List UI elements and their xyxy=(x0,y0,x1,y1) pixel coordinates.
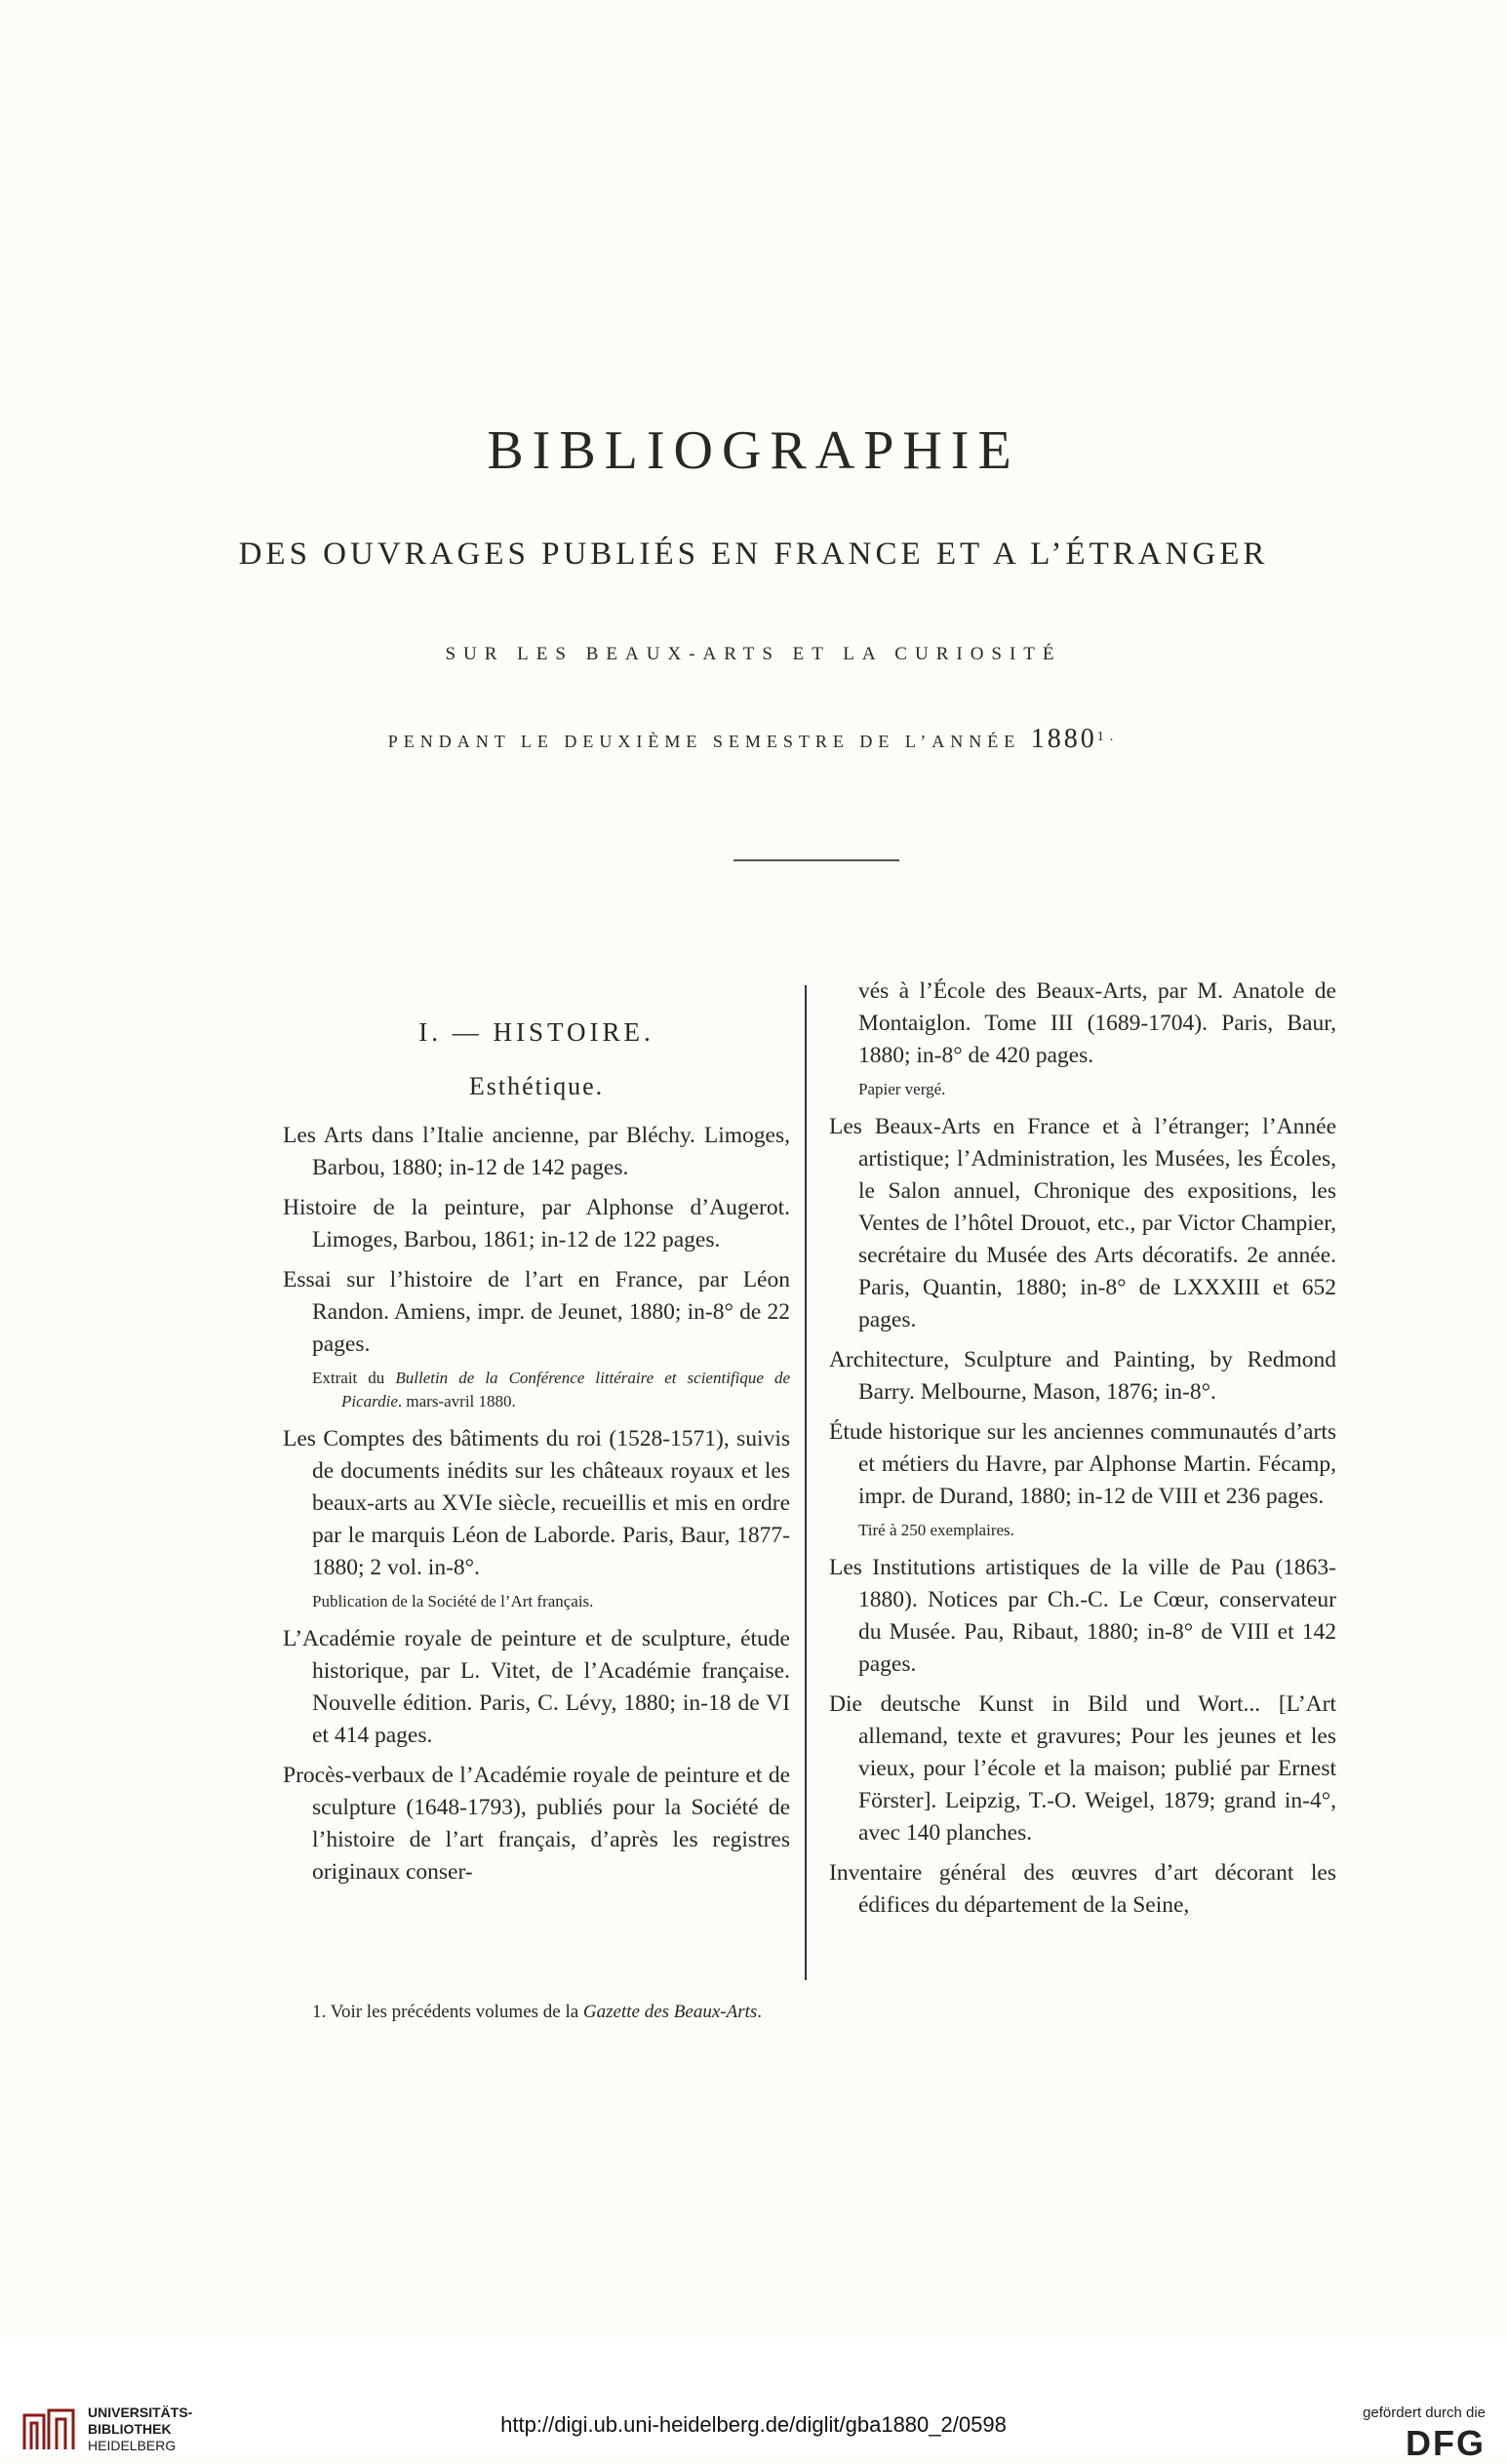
bib-entry: L’Académie royale de peinture et de sculpture, étude historique, par L. Vitet, de l’Académie française. Nouvelle édition. Paris, C. Lévy, 1880; in-18 de VI et 414 pages. xyxy=(283,1626,790,1748)
bib-note: Tiré à 250 exemplaires. xyxy=(858,1521,1014,1539)
bib-entry: Inventaire général des œuvres d’art décorant les édifices du département de la Seine, xyxy=(829,1860,1336,1918)
bib-entry: Histoire de la peinture, par Alphonse d’Augerot. Limoges, Barbou, 1861; in-12 de 122 pages. xyxy=(283,1195,790,1252)
subsection-title: Esthétique. xyxy=(468,1072,605,1100)
bib-entry: Les Beaux-Arts en France et à l’étranger; l’Année artistique; l’Administration, les Musées, les Écoles, le Salon annuel, Chronique des expositions, les Ventes de l’hôtel Drouot, etc., par Victor Champier, secrétaire du Musée des Arts décoratifs. 2e année. Paris, Quantin, 1880; in-8° de LXXXIII et 652 pages. xyxy=(829,1114,1336,1332)
note-text: . mars-avril 1880. xyxy=(397,1392,516,1411)
bib-entry: Les Institutions artistiques de la ville de Pau (1863-1880). Notices par Ch.-C. Le Cœur, conservateur du Musée. Pau, Ribaut, 1880; in-8° de VIII et 142 pages. xyxy=(829,1555,1336,1677)
left-column xyxy=(283,975,790,1896)
source-url-link[interactable]: http://digi.ub.uni-heidelberg.de/diglit/gba1880_2/0598 xyxy=(500,2412,1007,2437)
uni-line: HEIDELBERG xyxy=(88,2438,177,2453)
bib-note: Publication de la Société de l’Art français. xyxy=(312,1592,594,1610)
footnote-text-end: . xyxy=(757,2002,763,2022)
title-rule xyxy=(734,859,899,861)
page-subtitle: DES OUVRAGES PUBLIÉS EN FRANCE ET A L’ÉTRANGER xyxy=(238,537,1269,572)
column-divider xyxy=(805,985,807,1980)
footnote-text: Voir les précédents volumes de la xyxy=(330,2002,579,2022)
bib-entry: Les Arts dans l’Italie ancienne, par Bléchy. Limoges, Barbou, 1880; in-12 de 142 pages. xyxy=(283,1123,790,1180)
footnote-italic: Gazette des Beaux-Arts xyxy=(582,2002,758,2022)
bib-entry: Les Comptes des bâtiments du roi (1528-1571), suivis de documents inédits sur les châteaux royaux et les beaux-arts au XVIe siècle, recueillis et mis en ordre par le marquis Léon de Laborde. Paris, Baur, 1877-1880; 2 vol. in-8°. xyxy=(283,1426,790,1580)
semester-text: PENDANT LE DEUXIÈME SEMESTRE DE L’ANNÉE xyxy=(387,732,1021,751)
bib-note: Papier vergé. xyxy=(858,1080,946,1098)
dfg-logo-icon: DFG xyxy=(1406,2423,1486,2463)
bib-entry: Essai sur l’histoire de l’art en France, par Léon Randon. Amiens, impr. de Jeunet, 1880; in-8° de 22 pages. xyxy=(283,1267,790,1357)
note-text: Extrait du xyxy=(312,1369,385,1387)
footnote xyxy=(312,2002,1190,2023)
bib-entry: vés à l’École des Beaux-Arts, par M. Anatole de Montaiglon. Tome III (1689-1704). Paris, Baur, 1880; in-8° de 420 pages. xyxy=(858,978,1336,1068)
uni-line: UNIVERSITÄTS- xyxy=(88,2404,193,2420)
uni-line: BIBLIOTHEK xyxy=(88,2421,172,2437)
footnote-mark: 1. xyxy=(1096,730,1120,744)
page-subtitle-3 xyxy=(0,724,1507,755)
bib-entry: Procès-verbaux de l’Académie royale de peinture et de sculpture (1648-1793), publiés pour la Société de l’histoire de l’art français, d’après les registres originaux conser- xyxy=(283,1763,790,1885)
year-text: 1880 xyxy=(1030,724,1097,754)
bib-note xyxy=(283,1367,790,1413)
right-column xyxy=(829,975,1336,1929)
note-italic: Bulletin de la Conférence littéraire et scientifique de Picardie xyxy=(341,1369,790,1411)
bib-entry: Architecture, Sculpture and Painting, by Redmond Barry. Melbourne, Mason, 1876; in-8°. xyxy=(829,1347,1336,1405)
bib-entry: Die deutsche Kunst in Bild und Wort... [L’Art allemand, texte et gravures; Pour les jeunes et les vieux, pour l’école et la maison; publié par Ernest Förster]. Leipzig, T.-O. Weigel, 1879; grand in-4°, avec 140 planches. xyxy=(829,1691,1336,1846)
page-subtitle-2: SUR LES BEAUX-ARTS ET LA CURIOSITÉ xyxy=(445,644,1062,664)
dfg-label: gefördert durch die xyxy=(1363,2404,1486,2421)
section-title: I. — HISTOIRE. xyxy=(418,1017,654,1047)
bib-entry: Étude historique sur les anciennes communautés d’arts et métiers du Havre, par Alphonse Martin. Fécamp, impr. de Durand, 1880; in-12 de VIII et 236 pages. xyxy=(829,1419,1336,1509)
footnote-number: 1. xyxy=(312,2002,327,2022)
page-title: BIBLIOGRAPHIE xyxy=(487,420,1020,481)
